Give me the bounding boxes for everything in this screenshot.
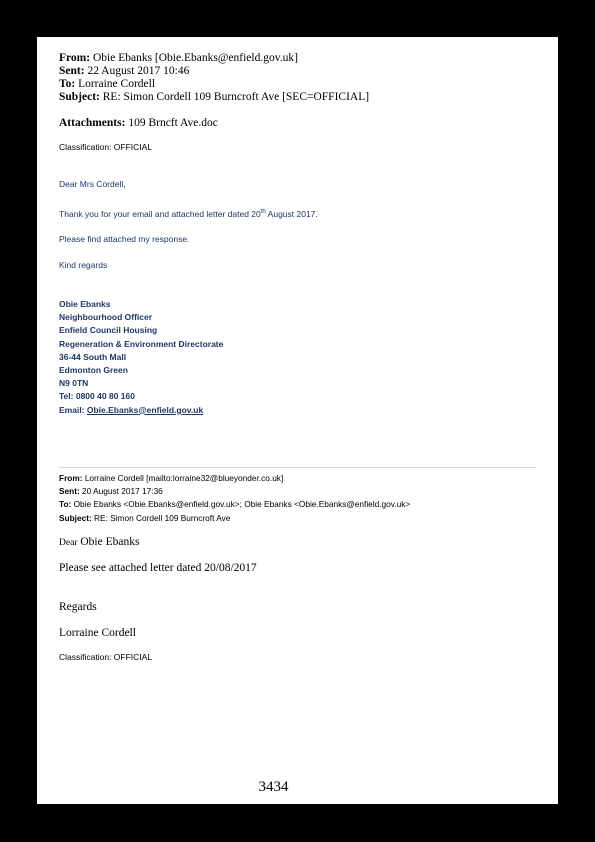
signature-org: Enfield Council Housing [59, 325, 158, 336]
attachments-line: Attachments: 109 Brncft Ave.doc [59, 117, 218, 129]
sent-line: Sent: 22 August 2017 10:46 [59, 65, 190, 77]
message-greeting: Dear Mrs Cordell, [59, 179, 126, 189]
signature-name: Obie Ebanks [59, 299, 111, 309]
signature-tel: Tel: 0800 40 80 160 [59, 391, 135, 402]
forwarded-header [59, 472, 410, 525]
reply-greeting: Dear Obie Ebanks [59, 536, 140, 548]
subject-line: Subject: RE: Simon Cordell 109 Burncroft Ave [SEC=OFFICIAL] [59, 91, 370, 103]
to-line: To: Lorraine Cordell [59, 78, 156, 90]
divider [59, 467, 536, 468]
message-sign-off: Kind regards [59, 260, 108, 270]
signature-title: Neighbourhood Officer [59, 312, 153, 323]
signature-email-link[interactable]: Obie.Ebanks@enfield.gov.uk [86, 404, 204, 415]
classification-label-bottom: Classification: OFFICIAL [59, 652, 153, 662]
signature-dept: Regeneration & Environment Directorate [59, 338, 224, 349]
fwd-sent-line: Sent: 20 August 2017 17:36 [59, 486, 163, 497]
signature-email-line: Email: Obie.Ebanks@enfield.gov.uk [59, 404, 204, 415]
signature-postcode: N9 0TN [59, 378, 89, 389]
page-number: 3434 [258, 779, 289, 795]
message-line-1: Thank you for your email and attached letter dated 20th August 2017. [59, 208, 318, 219]
signature-address2: Edmonton Green [59, 365, 128, 376]
from-line: From: Obie Ebanks [Obie.Ebanks@enfield.gov.uk] [59, 52, 298, 64]
email-header [59, 52, 369, 104]
message-line-2: Please find attached my response. [59, 234, 190, 244]
fwd-to-line: To: Obie Ebanks <Obie.Ebanks@enfield.gov.uk>; Obie Ebanks <Obie.Ebanks@enfield.gov.uk> [59, 499, 411, 510]
fwd-from-line: From: Lorraine Cordell [mailto:lorraine32@blueyonder.co.uk] [59, 473, 284, 483]
reply-name: Lorraine Cordell [59, 627, 136, 639]
fwd-subject-line: Subject: RE: Simon Cordell 109 Burncroft Ave [59, 512, 231, 523]
attachment-file[interactable]: 109 Brncft Ave.doc [128, 117, 218, 129]
document-page [37, 37, 558, 804]
signature-block [59, 298, 223, 417]
signature-address1: 36-44 South Mall [59, 351, 127, 362]
reply-regards: Regards [59, 601, 97, 613]
classification-label: Classification: OFFICIAL [59, 142, 153, 152]
reply-line-1: Please see attached letter dated 20/08/2017 [59, 562, 257, 574]
